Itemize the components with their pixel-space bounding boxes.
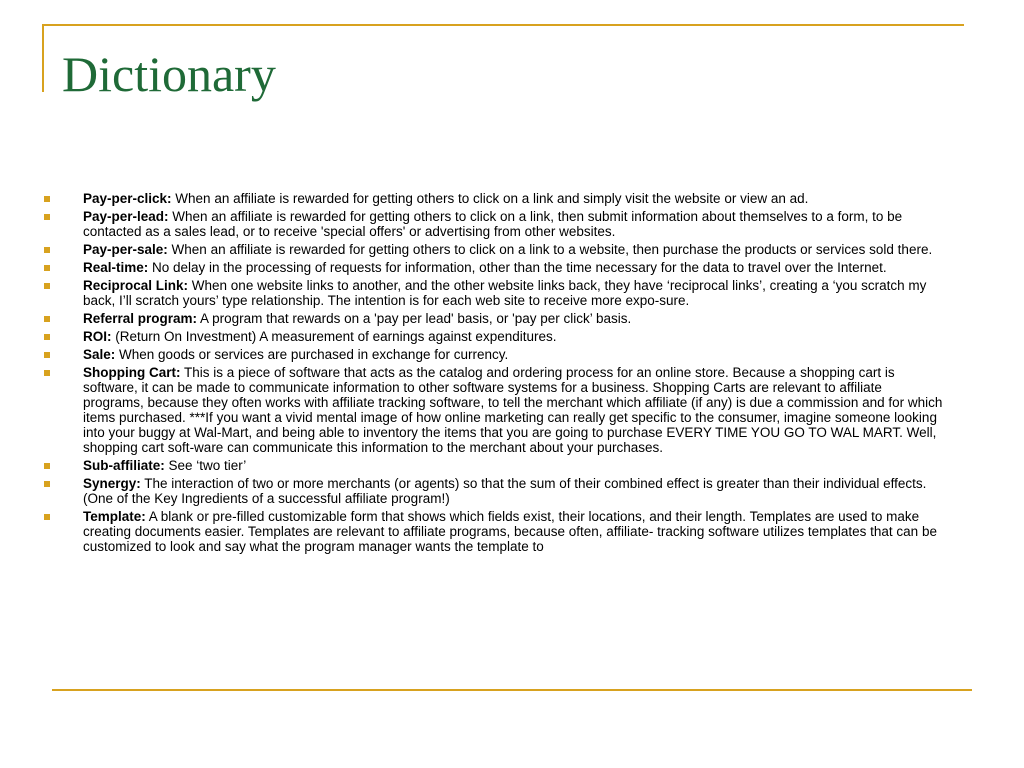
frame-left-rule — [42, 24, 44, 92]
term: Pay-per-sale: — [83, 242, 168, 257]
list-item — [44, 191, 944, 206]
bullet-square-icon — [44, 214, 50, 220]
list-item — [44, 509, 944, 554]
term: Template: — [83, 509, 146, 524]
term: Reciprocal Link: — [83, 278, 189, 293]
term: Pay-per-lead: — [83, 209, 169, 224]
bullet-square-icon — [44, 265, 50, 271]
list-item — [44, 278, 944, 308]
bullet-square-icon — [44, 334, 50, 340]
bullet-square-icon — [44, 370, 50, 376]
list-item — [44, 347, 944, 362]
definition: The interaction of two or more merchants (or agents) so that the sum of their combined effect is greater than their individual effects. (One of the Key Ingredients of a successful affiliate program!) — [83, 476, 927, 506]
bullet-square-icon — [44, 352, 50, 358]
definition: A blank or pre-filled customizable form that shows which fields exist, their locations, and their length. Templates are used to make creating documents easier. Templates are relevant to affiliate programs, because often, affiliate- tracking software utilizes templates that can be customized to look and say what the program manager wants the template to — [83, 509, 937, 554]
list-item — [44, 260, 944, 275]
term: Real-time: — [83, 260, 149, 275]
term: Pay-per-click: — [83, 191, 172, 206]
list-item — [44, 476, 944, 506]
term: Referral program: — [83, 311, 198, 326]
definition: A program that rewards on a 'pay per lead' basis, or 'pay per click’ basis. — [197, 311, 632, 326]
definition: When an affiliate is rewarded for getting others to click on a link and simply visit the website or view an ad. — [171, 191, 809, 206]
term: Sale: — [83, 347, 116, 362]
bullet-square-icon — [44, 481, 50, 487]
definition: See ‘two tier’ — [164, 458, 247, 473]
list-item — [44, 365, 944, 455]
bullet-square-icon — [44, 247, 50, 253]
definition: When an affiliate is rewarded for getting others to click on a link, then submit information about themselves to a form, to be contacted as a sales lead, or to receive 'special offers' or advertising from other websites. — [83, 209, 903, 239]
bullet-square-icon — [44, 283, 50, 289]
list-item — [44, 329, 944, 344]
definition: When goods or services are purchased in exchange for currency. — [115, 347, 509, 362]
list-item — [44, 209, 944, 239]
slide-title: Dictionary — [62, 46, 276, 102]
term: Sub-affiliate: — [83, 458, 165, 473]
frame-top-rule — [42, 24, 964, 26]
definition: This is a piece of software that acts as the catalog and ordering process for an online store. Because a shopping cart is software, it can be made to communicate information to other software systems for a business. Shopping Carts are relevant to affiliate programs, because they often works with affiliate tracking software, to tell the merchant which affiliate (if any) is due a commission and for which items purchased. ***If you want a vivid mental image of how online marketing can really get specific to the consumer, imagine someone looking into your buggy at Wal-Mart, and being able to inventory the items that you are going to purchase EVERY TIME YOU GO TO WAL MART. Well, shopping cart soft-ware can communicate this information to the merchant about your purchases. — [83, 365, 943, 455]
list-item — [44, 458, 944, 473]
bullet-square-icon — [44, 316, 50, 322]
definition-list — [44, 191, 944, 557]
list-item — [44, 311, 944, 326]
term: Synergy: — [83, 476, 141, 491]
bottom-rule — [52, 689, 972, 691]
definition: (Return On Investment) A measurement of earnings against expenditures. — [111, 329, 557, 344]
term: Shopping Cart: — [83, 365, 181, 380]
definition: When one website links to another, and the other website links back, they have ‘reciprocal links’, creating a ‘you scratch my back, I’ll scratch yours’ type relationship. The intention is for each web site to receive more expo-sure. — [83, 278, 927, 308]
list-item — [44, 242, 944, 257]
bullet-square-icon — [44, 196, 50, 202]
term: ROI: — [83, 329, 112, 344]
bullet-square-icon — [44, 463, 50, 469]
definition: When an affiliate is rewarded for getting others to click on a link to a website, then purchase the products or services sold there. — [167, 242, 933, 257]
definition: No delay in the processing of requests for information, other than the time necessary for the data to travel over the Internet. — [148, 260, 887, 275]
bullet-square-icon — [44, 514, 50, 520]
